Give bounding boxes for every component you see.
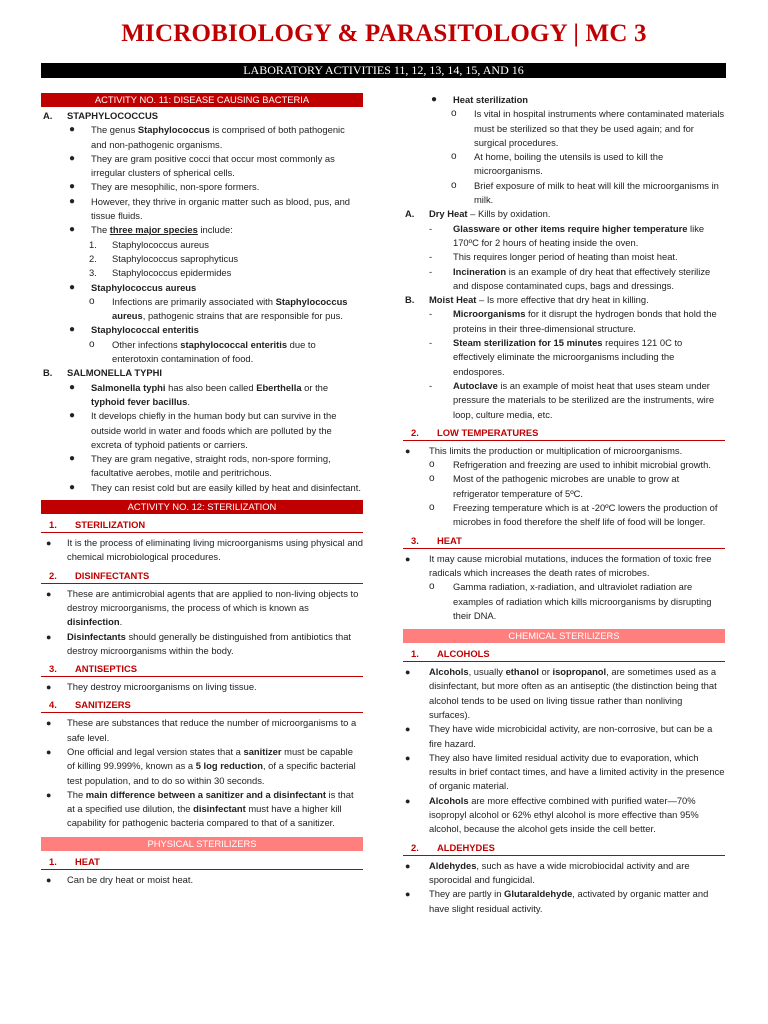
dry-heat-heading: A. Dry Heat – Kills by oxidation. bbox=[405, 208, 551, 220]
bullet-icon: ● bbox=[46, 718, 52, 729]
list-item: ● It is the process of eliminating living microorganisms using physical and chemical microbiological procedures. bbox=[41, 536, 363, 565]
bullet-icon: ● bbox=[46, 538, 52, 549]
dash-icon: - bbox=[429, 265, 433, 277]
bullet-icon: ● bbox=[46, 588, 52, 599]
circle-bullet-icon: o bbox=[429, 473, 435, 485]
page-title: MICROBIOLOGY & PARASITOLOGY | MC 3 bbox=[121, 20, 647, 47]
bullet-icon: ● bbox=[69, 124, 76, 136]
sanitizers-heading: 4. SANITIZERS bbox=[41, 698, 363, 713]
dash-icon: - bbox=[429, 251, 433, 263]
list-item: ● The genus Staphylococcus is comprised of both pathogenic and non-pathogenic organisms. bbox=[41, 123, 363, 152]
disinfectants-heading: 2. DISINFECTANTS bbox=[41, 569, 363, 584]
list-item: ● They can resist cold but are easily killed by heat and disinfectant. bbox=[41, 481, 363, 495]
dash-item: - This requires longer period of heating than moist heat. bbox=[403, 250, 725, 264]
bullet-icon: ● bbox=[69, 381, 76, 393]
list-item: ● Staphylococcus aureus bbox=[41, 281, 363, 295]
bullet-icon: ● bbox=[69, 224, 76, 236]
sub-list-item: o Freezing temperature which is at -20ºC lowers the production of microbes in food therefore the shelf life of food will be longer. bbox=[403, 501, 725, 530]
left-column bbox=[41, 90, 363, 887]
moist-heat-heading: B. Moist Heat – Is more effective that dry heat in killing. bbox=[405, 294, 649, 306]
bullet-icon: ● bbox=[69, 152, 76, 164]
bullet-icon: ● bbox=[69, 181, 76, 193]
list-item: ● Can be dry heat or moist heat. bbox=[41, 873, 363, 887]
dash-icon: - bbox=[429, 308, 433, 320]
bullet-icon: ● bbox=[405, 553, 411, 564]
species-item: 3. Staphylococcus epidermides bbox=[89, 267, 232, 279]
aldehydes-heading: 2. ALDEHYDES bbox=[403, 841, 725, 856]
list-item: ● This limits the production or multiplication of microorganisms. bbox=[403, 444, 725, 458]
list-item: ● Salmonella typhi has also been called Eberthella or the typhoid fever bacillus. bbox=[41, 381, 363, 410]
dash-icon: - bbox=[429, 379, 433, 391]
lab-activities-banner: LABORATORY ACTIVITIES 11, 12, 13, 14, 15, AND 16 bbox=[41, 63, 726, 78]
bullet-icon: ● bbox=[405, 445, 411, 456]
heat-3-heading: 3. HEAT bbox=[403, 534, 725, 549]
bullet-icon: ● bbox=[69, 481, 76, 493]
list-item: ● They have wide microbicidal activity, are non-corrosive, but can be a fire hazard. bbox=[403, 722, 725, 751]
list-item: ● Staphylococcal enteritis bbox=[41, 323, 363, 337]
list-item: ● They are mesophilic, non-spore formers. bbox=[41, 180, 363, 194]
bullet-icon: ● bbox=[69, 281, 76, 293]
dash-item: - Incineration is an example of dry heat that effectively sterilize and dispose contaminated cups, bags and dressings. bbox=[403, 265, 725, 294]
bullet-icon: ● bbox=[69, 195, 76, 207]
dash-icon: - bbox=[429, 222, 433, 234]
sub-list-item: o Brief exposure of milk to heat will kill the microorganisms in milk. bbox=[403, 179, 725, 208]
list-item: ● Disinfectants should generally be distinguished from antibiotics that destroy microorganisms within the body. bbox=[41, 630, 363, 659]
staphylococcus-heading: A. STAPHYLOCOCCUS bbox=[43, 110, 158, 121]
list-item: ● It develops chiefly in the human body but can survive in the outside world in water and foods which are polluted by the excreta of typhoid patients or carriers. bbox=[41, 409, 363, 452]
list-item: ● The main difference between a sanitizer and a disinfectant is that at a specified use dilution, the disinfectant must have a higher kill capability for pathogenic bacteria compared to that of a sanitizer. bbox=[41, 788, 363, 831]
sub-list-item: o Is vital in hospital instruments where contaminated materials must be sterilized so that they be used again; and for surgical procedures. bbox=[403, 107, 725, 150]
circle-bullet-icon: o bbox=[89, 295, 95, 307]
salmonella-heading: B. SALMONELLA TYPHI bbox=[43, 367, 162, 379]
list-item: ● It may cause microbial mutations, induces the formation of toxic free radicals which increases the death rates of microbes. bbox=[403, 552, 725, 581]
bullet-icon: ● bbox=[46, 874, 52, 885]
list-item: ● They are gram negative, straight rods, non-spore forming, facultative aerobes, motile and peritrichous. bbox=[41, 452, 363, 481]
circle-bullet-icon: o bbox=[429, 581, 435, 593]
circle-bullet-icon: o bbox=[89, 338, 95, 350]
list-item: ● However, they thrive in organic matter such as blood, pus, and tissue fluids. bbox=[41, 195, 363, 224]
list-item: ● One official and legal version states that a sanitizer must be capable of killing 99.999%, known as a 5 log reduction, of a specific bacterial test population, and to do so within 30 seconds. bbox=[41, 745, 363, 788]
bullet-icon: ● bbox=[46, 682, 52, 693]
list-item: ● Alcohols are more effective combined with purified water—70% isopropyl alcohol or 62% ethyl alcohol is more effective than 95% alcohol, because the alcohol gets inside the cell better. bbox=[403, 794, 725, 837]
heat-heading: 1. HEAT bbox=[41, 855, 363, 870]
bullet-icon: ● bbox=[46, 631, 52, 642]
sub-list-item: o Other infections staphylococcal enteritis due to enterotoxin contamination of food. bbox=[41, 338, 363, 367]
sub-list-item: o Infections are primarily associated with Staphylococcus aureus, pathogenic strains that are responsible for pus. bbox=[41, 295, 363, 324]
bullet-icon: ● bbox=[69, 453, 76, 465]
alcohols-heading: 1. ALCOHOLS bbox=[403, 647, 725, 662]
chemical-sterilizers-header: CHEMICAL STERILIZERS bbox=[403, 629, 725, 643]
bullet-icon: ● bbox=[46, 746, 52, 757]
list-item: ● They also have limited residual activity due to evaporation, which results in brief contact times, and have a limited activity in the presence of organic material. bbox=[403, 751, 725, 794]
activity-12-header: ACTIVITY NO. 12: STERILIZATION bbox=[41, 500, 363, 514]
circle-bullet-icon: o bbox=[429, 459, 435, 471]
sub-list-item: o Gamma radiation, x-radiation, and ultraviolet radiation are examples of radiation which kills microorganisms by disrupting their DNA. bbox=[403, 580, 725, 623]
bullet-icon: ● bbox=[405, 752, 411, 763]
bullet-icon: ● bbox=[431, 94, 438, 105]
species-item: 2. Staphylococcus saprophyticus bbox=[89, 252, 239, 264]
dash-icon: - bbox=[429, 337, 433, 349]
bullet-icon: ● bbox=[69, 324, 76, 336]
list-item: ● These are substances that reduce the number of microorganisms to a safe level. bbox=[41, 716, 363, 745]
list-item: ● The three major species include: bbox=[41, 223, 363, 237]
bullet-icon: ● bbox=[405, 889, 411, 900]
sub-list-item: o Most of the pathogenic microbes are unable to grow at refrigerator temperature of 5ºC. bbox=[403, 472, 725, 501]
bullet-icon: ● bbox=[405, 724, 411, 735]
bullet-icon: ● bbox=[405, 795, 411, 806]
list-item: ● Aldehydes, such as have a wide microbiocidal activity and are sporocidal and fungicidal. bbox=[403, 859, 725, 888]
list-item: ● These are antimicrobial agents that are applied to non-living objects to destroy microorganisms, the process of which is known as disinfection. bbox=[41, 587, 363, 630]
list-item: ● Heat sterilization bbox=[403, 93, 725, 107]
species-item: 1. Staphylococcus aureus bbox=[89, 238, 209, 250]
bullet-icon: ● bbox=[69, 410, 76, 422]
list-item: ● They are partly in Glutaraldehyde, activated by organic matter and have slight residual activity. bbox=[403, 887, 725, 916]
circle-bullet-icon: o bbox=[429, 502, 435, 514]
bullet-icon: ● bbox=[405, 667, 411, 678]
circle-bullet-icon: o bbox=[451, 108, 457, 120]
circle-bullet-icon: o bbox=[451, 151, 457, 163]
list-item: ● They destroy microorganisms on living tissue. bbox=[41, 680, 363, 694]
dash-item: - Autoclave is an example of moist heat that uses steam under pressure the materials to be sterilized are the instruments, wire loop, culture media, etc. bbox=[403, 379, 725, 422]
antiseptics-heading: 3. ANTISEPTICS bbox=[41, 662, 363, 677]
bullet-icon: ● bbox=[46, 789, 52, 800]
sub-list-item: o At home, boiling the utensils is used to kill the microorganisms. bbox=[403, 150, 725, 179]
sub-list-item: o Refrigeration and freezing are used to inhibit microbial growth. bbox=[403, 458, 725, 472]
activity-11-header: ACTIVITY NO. 11: DISEASE CAUSING BACTERIA bbox=[41, 93, 363, 107]
low-temperatures-heading: 2. LOW TEMPERATURES bbox=[403, 426, 725, 441]
list-item: ● Alcohols, usually ethanol or isopropanol, are sometimes used as a disinfectant, but more often as an antiseptic (the distinction being that alcohol tends to be used on living tissue rather than nonliving surfaces). bbox=[403, 665, 725, 722]
circle-bullet-icon: o bbox=[451, 179, 457, 191]
physical-sterilizers-header: PHYSICAL STERILIZERS bbox=[41, 837, 363, 851]
dash-item: - Glassware or other items require higher temperature like 170ºC for 2 hours of heating inside the oven. bbox=[403, 222, 725, 251]
right-column bbox=[403, 90, 725, 916]
dash-item: - Microorganisms for it disrupt the hydrogen bonds that hold the proteins in their three-dimensional structure. bbox=[403, 307, 725, 336]
sterilization-heading: 1. STERILIZATION bbox=[41, 518, 363, 533]
dash-item: - Steam sterilization for 15 minutes requires 121 0C to effectively eliminate the microorganisms including the endospores. bbox=[403, 336, 725, 379]
list-item: ● They are gram positive cocci that occur most commonly as irregular clusters of spherical cells. bbox=[41, 152, 363, 181]
bullet-icon: ● bbox=[405, 860, 411, 871]
